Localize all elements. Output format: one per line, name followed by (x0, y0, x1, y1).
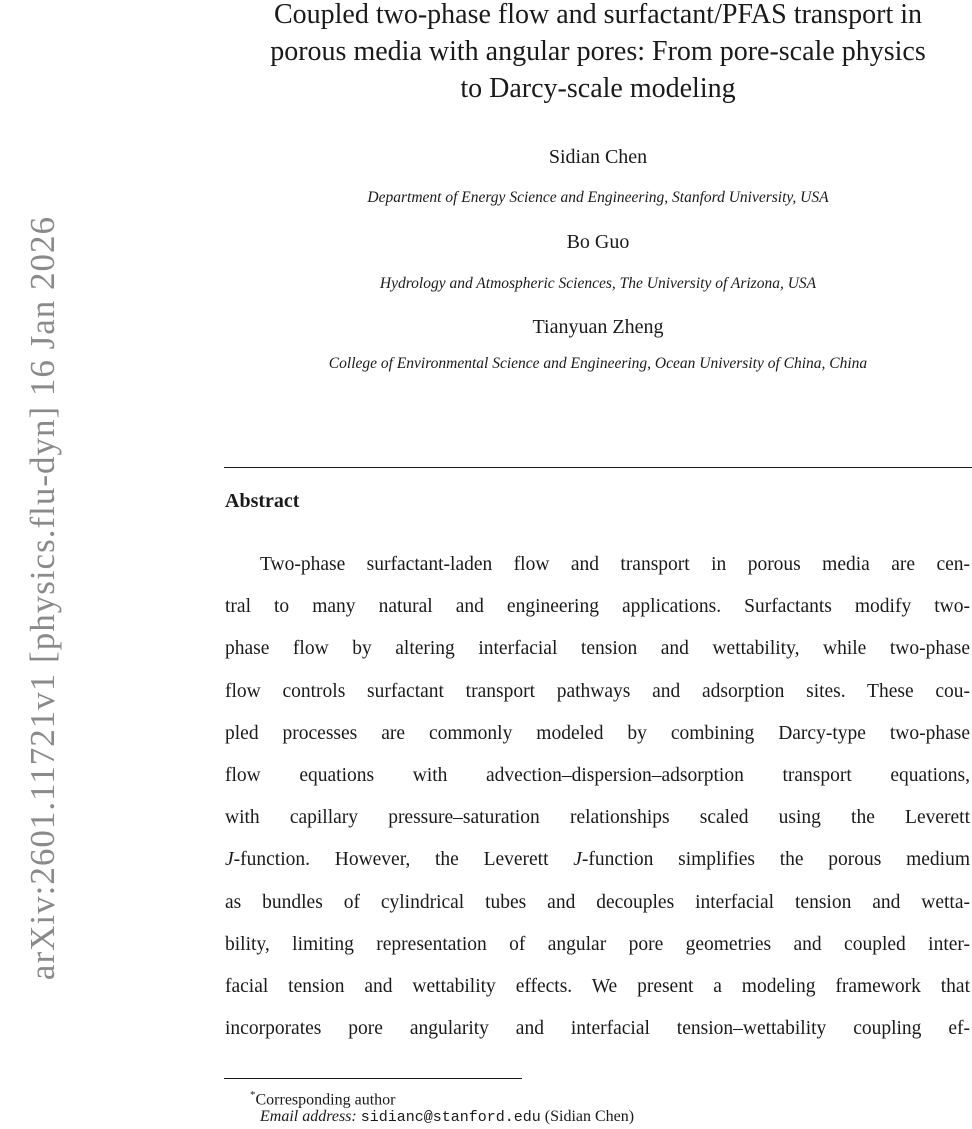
abstract-line: facial tension and wettability effects. We present a modeling framework that (225, 976, 970, 998)
abstract-body (225, 544, 970, 1050)
abstract-line: with capillary pressure–saturation relationships scaled using the Leverett (225, 807, 970, 829)
footnote-marker: * (250, 1089, 256, 1101)
title-line: porous media with angular pores: From pore-scale physics (270, 36, 926, 67)
author-affiliation: Hydrology and Atmospheric Sciences, The University of Arizona, USA (379, 275, 817, 292)
author-name: Tianyuan Zheng (532, 316, 664, 338)
abstract-line: pled processes are commonly modeled by combining Darcy-type two-phase (225, 722, 970, 744)
abstract-line: tral to many natural and engineering applications. Surfactants modify two- (225, 596, 970, 618)
author-name: Sidian Chen (548, 146, 648, 168)
author-affiliation: Department of Energy Science and Engineering, Stanford University, USA (367, 189, 829, 206)
abstract-line: J-function. However, the Leverett J-function simplifies the porous medium (225, 849, 971, 871)
author-affiliation: College of Environmental Science and Engineering, Ocean University of China, China (328, 355, 868, 372)
abstract-line: flow controls surfactant transport pathways and adsorption sites. These cou- (225, 680, 970, 702)
abstract-line: flow equations with advection–dispersion–adsorption transport equations, (225, 765, 970, 787)
abstract-line: Two-phase surfactant-laden flow and transport in porous media are cen- (260, 554, 970, 575)
author-name: Bo Guo (566, 231, 630, 253)
email-address[interactable]: sidianc@stanford.edu (360, 1109, 541, 1126)
abstract-line: bility, limiting representation of angular pore geometries and coupled inter- (225, 933, 970, 955)
arxiv-side-stamp: arXiv:2601.11721v1 [physics.flu-dyn] 16 Jan 2026 (23, 215, 62, 981)
title-line: to Darcy-scale modeling (460, 73, 736, 104)
email-label: Email address: (260, 1108, 357, 1125)
footnote-email (260, 1107, 634, 1128)
paper-title (224, 0, 972, 107)
abstract-heading: Abstract (225, 490, 300, 512)
abstract-line: phase flow by altering interfacial tension and wettability, while two-phase (225, 638, 970, 660)
abstract-top-rule (224, 467, 972, 468)
email-owner: (Sidian Chen) (544, 1108, 635, 1125)
abstract-line: incorporates pore angularity and interfacial tension–wettability coupling ef- (225, 1018, 970, 1040)
title-line: Coupled two-phase flow and surfactant/PFAS transport in (273, 0, 923, 30)
corresponding-author-label: Corresponding author (255, 1091, 396, 1109)
footnote-rule (224, 1078, 522, 1079)
abstract-line: as bundles of cylindrical tubes and decouples interfacial tension and wetta- (225, 891, 970, 913)
